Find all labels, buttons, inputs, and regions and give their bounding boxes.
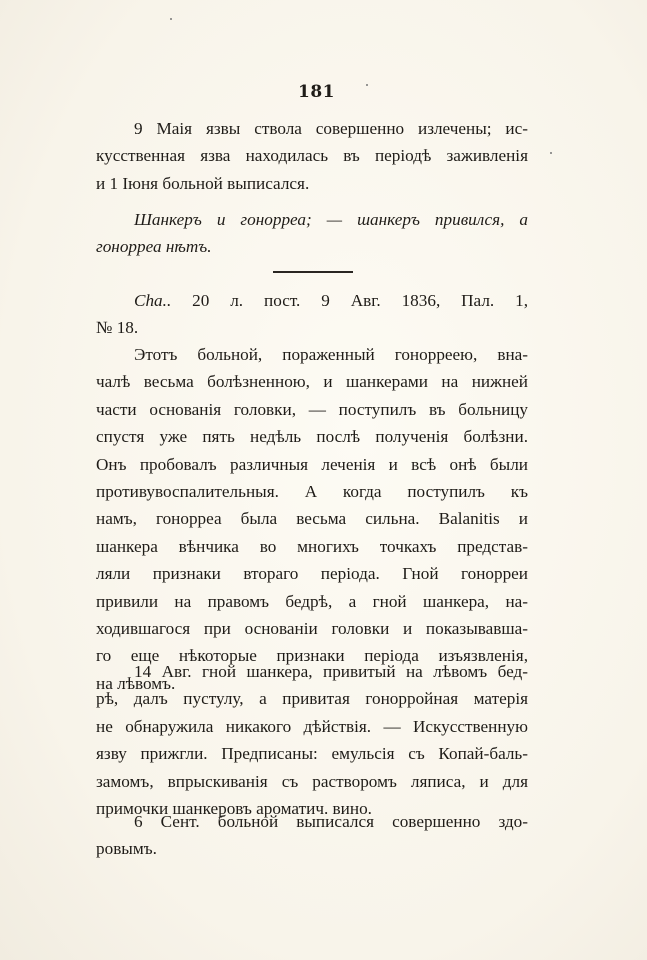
case-details: 20 л. пост. 9 Авг. 1836, Пал. 1, <box>171 291 528 310</box>
paragraph-treatment-outcome <box>96 115 528 197</box>
section-divider <box>273 271 353 273</box>
text-line: привили на правомъ бедрѣ, а гной шанкера, на- <box>96 591 528 611</box>
paragraph-inoculation-result <box>96 658 528 822</box>
text-line: Онъ пробовалъ различныя леченія и всѣ онѣ были <box>96 454 528 474</box>
paragraph-case-history <box>96 341 528 697</box>
text-line: Этотъ больной, пораженный гонорреею, вна- <box>134 345 528 364</box>
text-line: примочки шанкеровъ ароматич. вино. <box>96 799 372 819</box>
paper-speck <box>550 152 552 154</box>
text-line: ровымъ. <box>96 839 157 859</box>
text-line: 14 Авг. гной шанкера, привитый на лѣвомъ бед- <box>134 662 528 681</box>
text-line: спустя уже пять недѣль послѣ полученія болѣзни. <box>96 427 528 447</box>
text-line: язву прижгли. Предписаны: емульсія съ Копай-баль- <box>96 744 528 764</box>
text-line: замомъ, впрыскиванія съ растворомъ ляписа, и для <box>96 771 528 791</box>
text-line: противувоспалительныя. А когда поступилъ къ <box>96 482 528 502</box>
text-line: го еще нѣкоторые признаки періода изъязвленія, <box>96 646 528 666</box>
text-line: рѣ, далъ пустулу, а привитая гонорройная матерія <box>96 689 528 709</box>
case-header <box>96 287 528 342</box>
case-header-line <box>96 287 528 314</box>
text-line: ходившагося при основаніи головки и показывавша- <box>96 619 528 639</box>
text-line: намъ, гонорреа была весьма сильна. Balanitis и <box>96 509 528 529</box>
patient-name: Сhа.. <box>134 291 172 310</box>
text-line: части основанія головки, — поступилъ въ больницу <box>96 399 528 419</box>
text-line: и 1 Іюня больной выписался. <box>96 173 310 193</box>
text-line: на лѣвомъ. <box>96 673 176 693</box>
paper-speck <box>366 84 368 86</box>
paragraph-discharge <box>96 808 528 863</box>
paper-speck <box>170 18 172 20</box>
text-line: 6 Сент. больной выписался совершенно здо- <box>134 812 528 831</box>
case-number: № 18. <box>96 318 139 338</box>
page-number: 181 <box>298 82 335 102</box>
text-line: не обнаружила никакого дѣйствія. — Искусственную <box>96 716 528 736</box>
paragraph-case-summary <box>96 206 528 261</box>
text-line: Шанкеръ и гонорреа; — шанкеръ привился, а <box>134 210 528 229</box>
text-line: гонорреа нѣтъ. <box>96 237 212 257</box>
text-line: ляли признаки втораго періода. Гной гонорреи <box>96 564 528 584</box>
text-line: чалѣ весьма болѣзненною, и шанкерами на нижней <box>96 372 528 392</box>
text-line: шанкера вѣнчика во многихъ точкахъ представ- <box>96 536 528 556</box>
text-line: 9 Маія язвы ствола совершенно излечены; ис- <box>134 119 528 138</box>
text-line: кусственная язва находилась въ періодѣ заживленія <box>96 146 528 166</box>
